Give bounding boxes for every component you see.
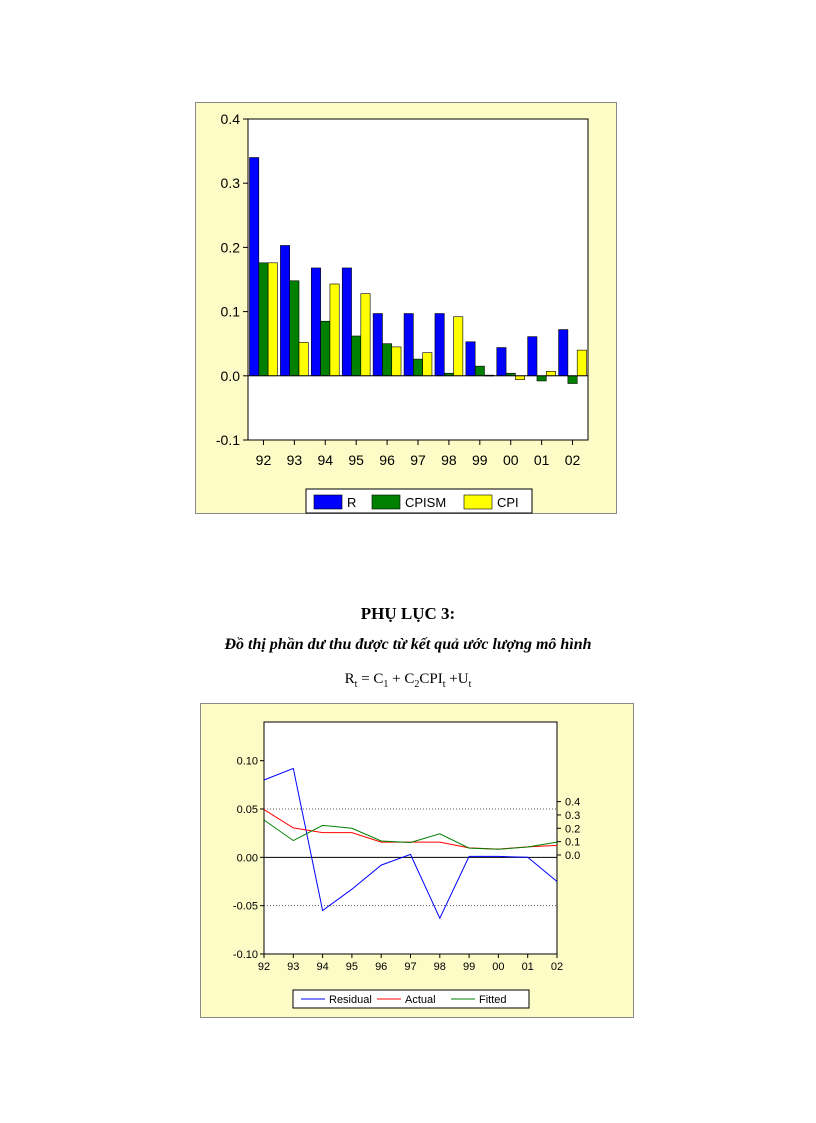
legend-swatch <box>372 495 400 509</box>
x-tick-label: 00 <box>502 452 519 468</box>
bar <box>466 342 475 376</box>
y-right-tick-label: 0.3 <box>565 809 581 822</box>
x-tick-label: 98 <box>433 961 446 973</box>
legend-label: Fitted <box>479 994 507 1006</box>
bar-chart-svg <box>196 103 616 513</box>
model-equation <box>0 671 816 690</box>
bar-chart <box>195 102 617 514</box>
legend-label: Actual <box>405 994 436 1006</box>
bar <box>528 337 537 376</box>
bar <box>299 342 308 375</box>
bar <box>435 314 444 376</box>
bar <box>382 344 391 376</box>
bar <box>475 366 484 376</box>
x-tick-label: 01 <box>521 961 534 973</box>
bar <box>515 376 524 380</box>
eq-cpi: CPI <box>419 671 443 687</box>
bar <box>321 321 330 376</box>
bar <box>413 359 422 376</box>
y-left-tick-label: 0.00 <box>236 852 258 865</box>
legend-label: CPI <box>497 495 519 510</box>
eq-r-sub: t <box>354 679 358 690</box>
eq-equals-c: = C <box>357 671 384 687</box>
y-left-tick-label: 0.10 <box>236 755 258 768</box>
x-tick-label: 95 <box>348 452 364 468</box>
y-right-tick-label: 0.2 <box>565 823 581 836</box>
bar <box>577 350 586 376</box>
x-tick-label: 99 <box>462 961 476 973</box>
bar <box>537 376 546 381</box>
y-tick-label: 0.3 <box>220 175 240 192</box>
bar <box>404 314 413 376</box>
x-tick-label: 92 <box>255 452 272 468</box>
bar <box>280 245 289 375</box>
y-tick-label: -0.1 <box>215 432 240 448</box>
eq-plus-u: +U <box>445 671 469 687</box>
y-left-tick-label: -0.05 <box>232 900 258 913</box>
bar <box>546 371 555 375</box>
eq-cpi-sub: t <box>442 679 446 690</box>
bar <box>342 268 351 376</box>
bar <box>423 353 432 376</box>
plot-area <box>248 119 588 440</box>
x-tick-label: 97 <box>404 961 417 973</box>
bar <box>259 263 268 376</box>
y-left-tick-label: -0.10 <box>232 949 258 961</box>
bar <box>559 330 568 376</box>
bar <box>311 268 320 376</box>
y-tick-label: 0.4 <box>220 111 240 127</box>
x-tick-label: 94 <box>316 961 329 973</box>
eq-c2-sub: 2 <box>414 679 420 690</box>
bar <box>250 158 259 376</box>
x-tick-label: 98 <box>441 452 457 468</box>
residual-chart-svg <box>201 704 633 1017</box>
x-tick-label: 99 <box>472 452 488 468</box>
x-tick-label: 00 <box>492 961 505 973</box>
x-tick-label: 93 <box>286 452 303 468</box>
x-tick-label: 95 <box>345 961 359 973</box>
legend-swatch <box>314 495 342 509</box>
appendix-title: PHỤ LỤC 3: <box>360 604 456 623</box>
legend-label: CPISM <box>405 495 447 510</box>
legend-label: R <box>347 495 357 510</box>
y-tick-label: 0.1 <box>220 303 240 320</box>
bar <box>361 294 370 376</box>
y-right-tick-label: 0.1 <box>565 836 581 849</box>
x-tick-label: 97 <box>410 452 426 468</box>
residual-chart <box>200 703 634 1018</box>
x-tick-label: 02 <box>564 452 581 468</box>
legend-label: Residual <box>329 994 372 1006</box>
x-tick-label: 92 <box>257 961 271 973</box>
x-tick-label: 96 <box>375 961 388 973</box>
bar <box>373 314 382 376</box>
bar <box>268 263 277 376</box>
x-tick-label: 96 <box>379 452 395 468</box>
eq-r: R <box>344 671 355 687</box>
y-right-tick-label: 0.0 <box>565 850 581 862</box>
y-left-tick-label: 0.05 <box>236 804 258 816</box>
x-tick-label: 94 <box>317 452 334 468</box>
y-right-tick-label: 0.4 <box>565 796 581 809</box>
y-tick-label: 0.2 <box>220 239 240 256</box>
bar <box>568 376 577 384</box>
bar <box>497 348 506 376</box>
x-tick-label: 93 <box>287 961 300 973</box>
x-tick-label: 01 <box>533 452 550 468</box>
bar <box>330 284 339 376</box>
bar <box>352 336 361 376</box>
legend-swatch <box>464 495 492 509</box>
bar <box>290 281 299 376</box>
bar <box>454 317 463 376</box>
x-tick-label: 02 <box>550 961 564 973</box>
y-tick-label: 0.0 <box>220 367 240 384</box>
appendix-subtitle: Đồ thị phần dư thu được từ kết quả ước lượng mô hình <box>224 636 592 653</box>
eq-u-sub: t <box>468 679 472 690</box>
eq-c1-sub: 1 <box>383 679 389 690</box>
bar <box>392 347 401 376</box>
eq-plus-c: + C <box>388 671 415 687</box>
